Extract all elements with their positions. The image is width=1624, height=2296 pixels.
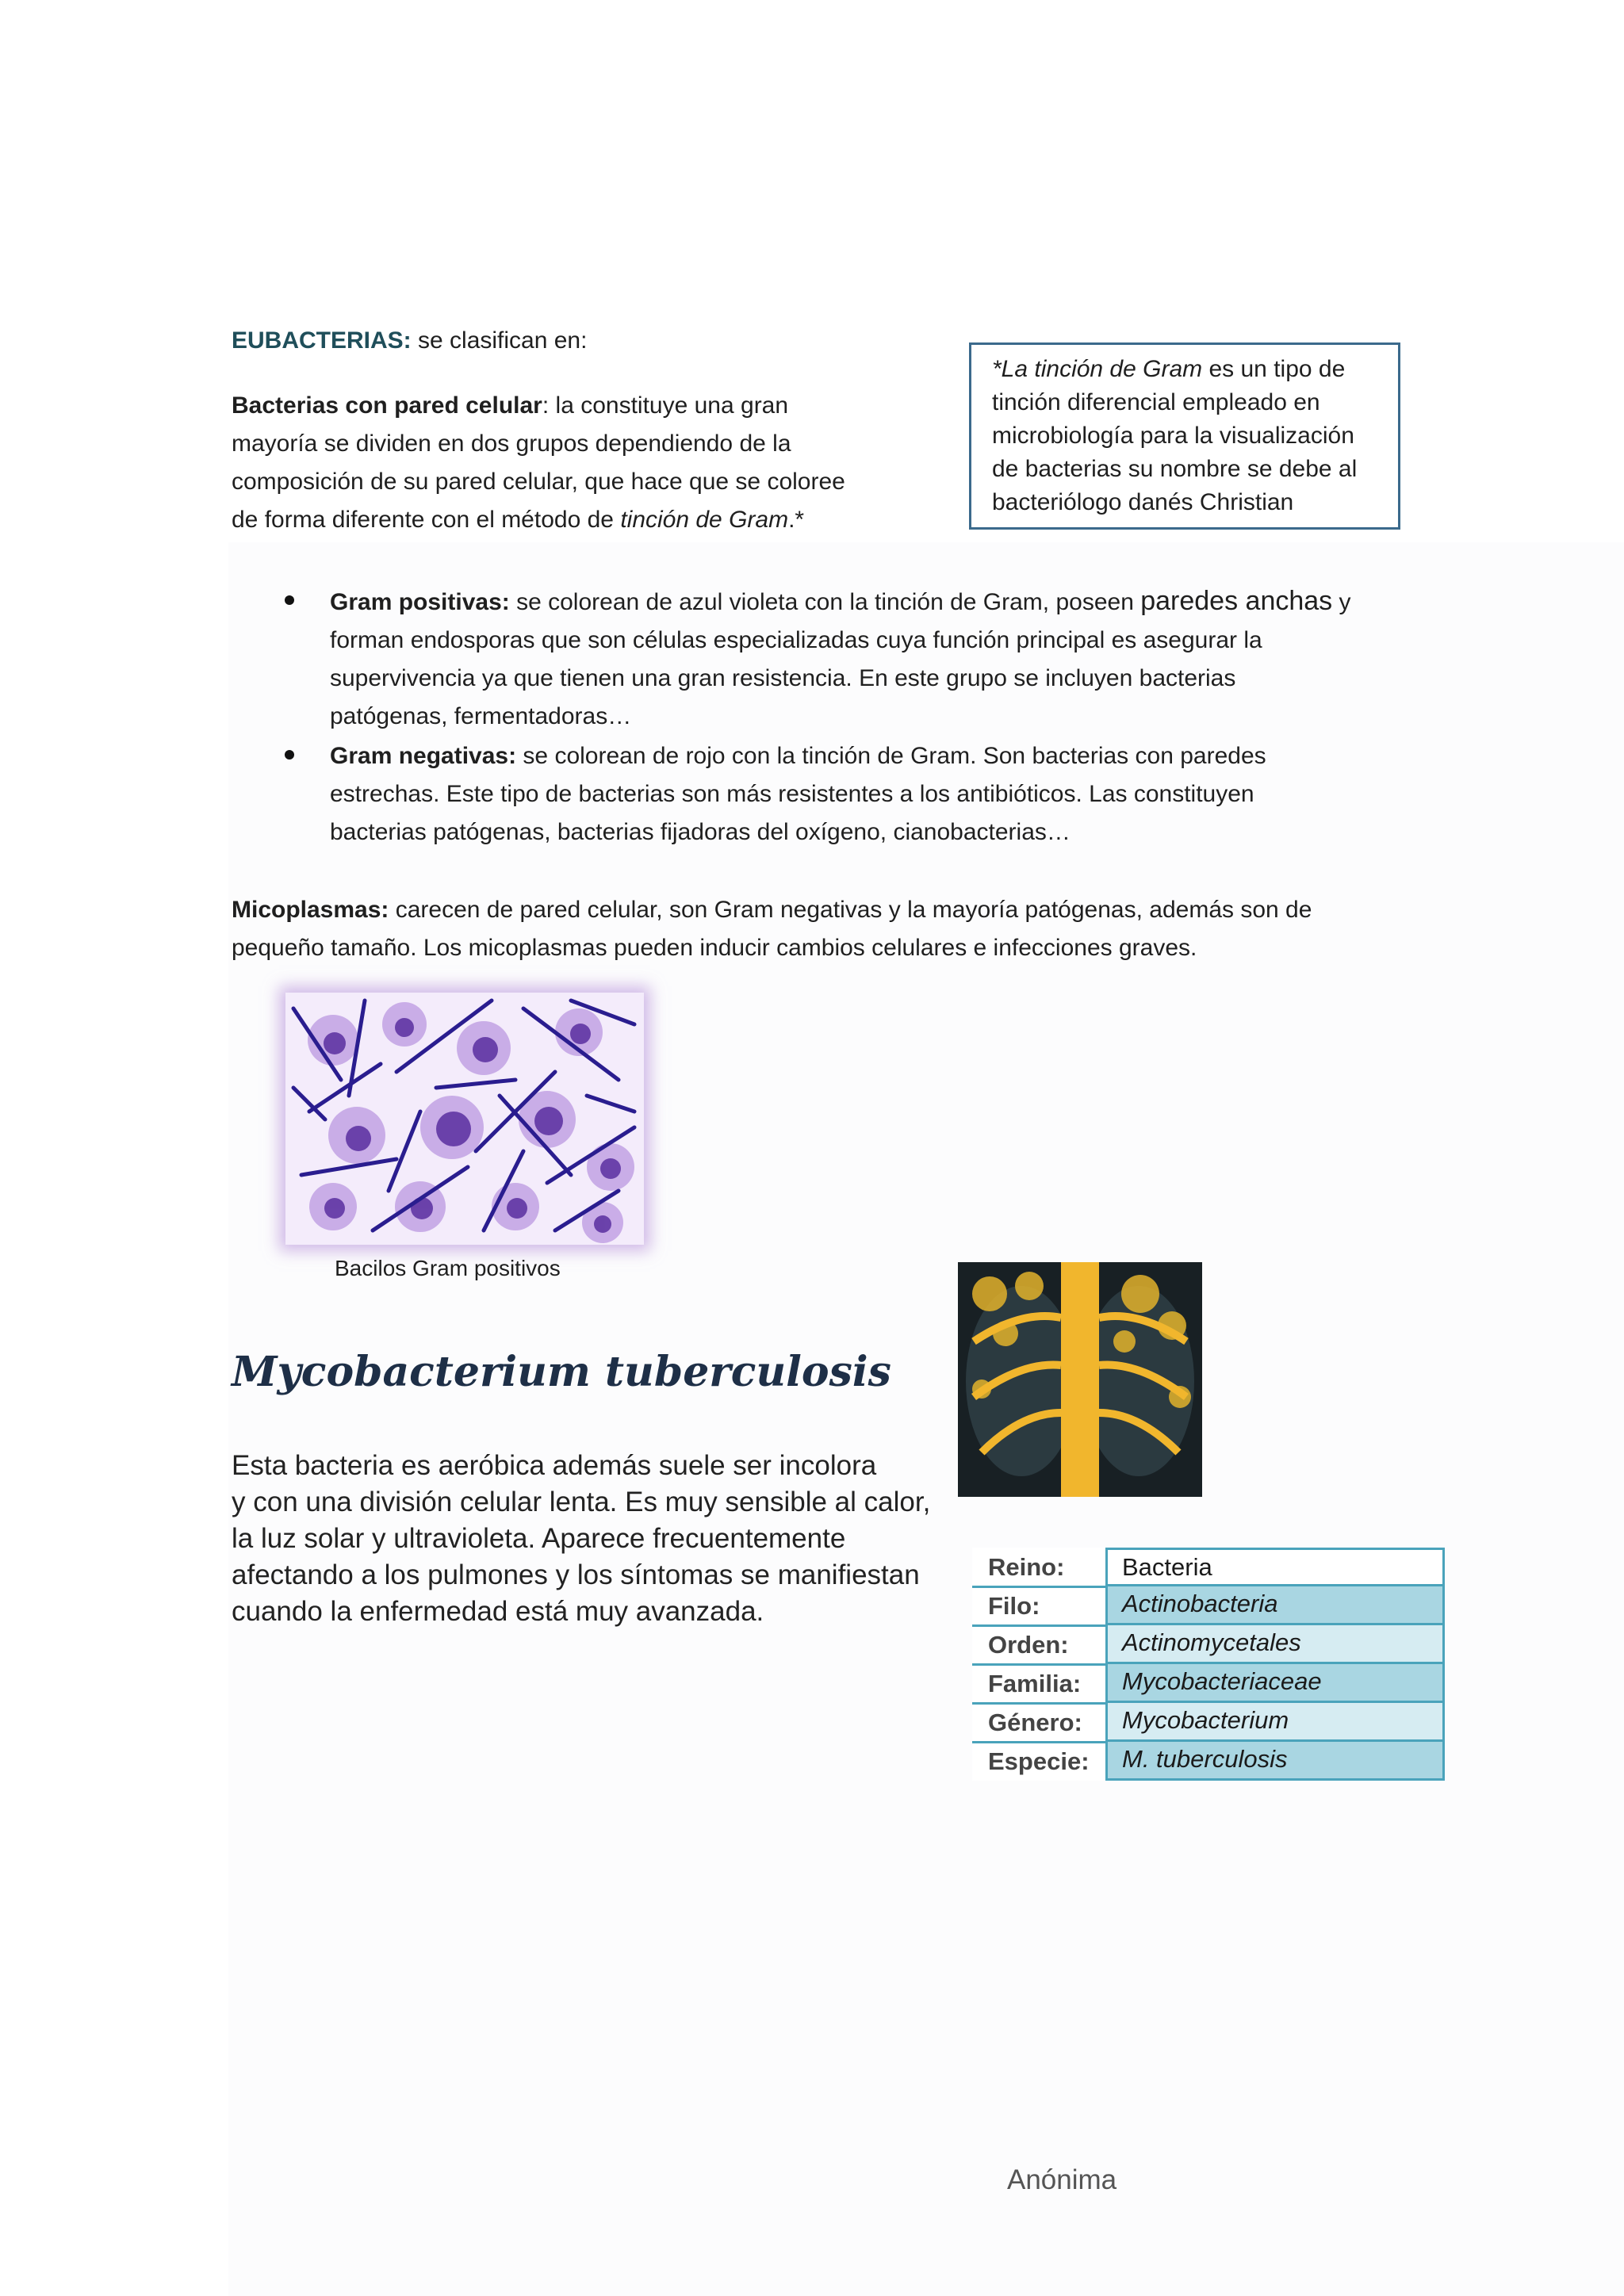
taxonomy-label: Familia: — [972, 1664, 1105, 1703]
taxonomy-row-divider — [972, 1702, 1105, 1705]
taxonomy-value: Mycobacteriaceae — [1105, 1664, 1445, 1703]
taxonomy-value: Mycobacterium — [1105, 1703, 1445, 1742]
description-line-3: la luz solar y ultravioleta. Aparece frecuentemente — [232, 1523, 846, 1554]
gram-negative-line-1 — [330, 737, 1266, 775]
xray-illustration — [958, 1262, 1202, 1497]
description-line-5: cuando la enfermedad está muy avanzada. — [232, 1596, 764, 1627]
cell-wall-bold-lead: Bacterias con pared celular — [232, 392, 542, 419]
note-line-3: microbiología para la visualización — [992, 423, 1354, 449]
note-line-5: bacteriólogo danés Christian — [992, 489, 1294, 515]
cell-wall-line-1-text: : la constituye una gran — [542, 392, 789, 419]
gram-positive-wide-walls: paredes anchas — [1140, 586, 1333, 616]
gram-negative-label: Gram negativas: — [330, 743, 517, 769]
taxonomy-row — [972, 1586, 1448, 1625]
chest-xray-image — [958, 1262, 1202, 1497]
cell-wall-line-4 — [232, 501, 804, 539]
intro-rest: se clasifican en: — [411, 327, 588, 354]
species-description — [232, 1448, 930, 1630]
bullet-gram-positive — [285, 595, 294, 605]
gram-positive-line-1-end: y — [1332, 589, 1351, 615]
gram-stain-note-box — [969, 342, 1400, 530]
gram-positive-label: Gram positivas: — [330, 589, 510, 615]
taxonomy-value: Bacteria — [1105, 1548, 1445, 1586]
gram-positive-line-2: forman endosporas que son células especializadas cuya función principal es asegurar la — [330, 627, 1262, 653]
eubacterias-heading: EUBACTERIAS: — [232, 327, 412, 354]
author-footer: Anónima — [1007, 2164, 1117, 2195]
mycoplasma-label: Micoplasmas: — [232, 897, 389, 923]
mycoplasma-line-1-text: carecen de pared celular, son Gram negativas y la mayoría patógenas, además son de — [389, 897, 1312, 923]
gram-positive-line-1-text: se colorean de azul violeta con la tinción de Gram, poseen — [509, 589, 1141, 615]
gram-positive-bacilli-micrograph — [285, 993, 644, 1245]
description-line-2: y con una división celular lenta. Es muy sensible al calor, — [232, 1487, 931, 1517]
taxonomy-row — [972, 1742, 1448, 1781]
bullet-gram-negative — [285, 750, 294, 760]
gram-positive-line-3: supervivencia ya que tienen una gran resistencia. En este grupo se incluyen bacterias — [330, 665, 1236, 691]
taxonomy-label: Especie: — [972, 1742, 1105, 1781]
taxonomy-row-divider — [972, 1741, 1105, 1743]
cell-wall-line-4-pre: de forma diferente con el método de — [232, 507, 621, 533]
micrograph-illustration — [285, 993, 644, 1245]
taxonomy-label: Reino: — [972, 1548, 1105, 1586]
cell-wall-line-1 — [232, 387, 788, 425]
description-line-1: Esta bacteria es aeróbica además suele ser incolora — [232, 1450, 877, 1481]
gram-negative-line-2: estrechas. Este tipo de bacterias son más resistentes a los antibióticos. Las constituyen — [330, 781, 1254, 807]
taxonomy-label: Orden: — [972, 1625, 1105, 1664]
taxonomy-label: Género: — [972, 1703, 1105, 1742]
taxonomy-row — [972, 1703, 1448, 1742]
taxonomy-row-divider — [972, 1663, 1105, 1666]
mycoplasma-line-1 — [232, 891, 1312, 929]
taxonomy-row-divider — [972, 1624, 1105, 1627]
taxonomy-value: Actinobacteria — [1105, 1586, 1445, 1625]
mycoplasma-line-2: pequeño tamaño. Los micoplasmas pueden inducir cambios celulares e infecciones graves. — [232, 935, 1197, 961]
note-line-1-rest: es un tipo de — [1202, 356, 1346, 382]
note-line-2: tinción diferencial empleado en — [992, 389, 1320, 415]
cell-wall-line-2: mayoría se dividen en dos grupos dependiendo de la — [232, 430, 791, 457]
description-line-4: afectando a los pulmones y los síntomas se manifiestan — [232, 1559, 920, 1590]
species-title: Mycobacterium tuberculosis — [232, 1348, 891, 1396]
note-line-4: de bacterias su nombre se debe al — [992, 456, 1358, 482]
taxonomy-label: Filo: — [972, 1586, 1105, 1625]
gram-stain-italic: tinción de Gram — [620, 507, 789, 533]
taxonomy-row — [972, 1664, 1448, 1703]
taxonomy-row — [972, 1625, 1448, 1664]
note-line-1-italic: *La tinción de Gram — [992, 356, 1203, 382]
taxonomy-value: Actinomycetales — [1105, 1625, 1445, 1664]
micrograph-caption: Bacilos Gram positivos — [335, 1256, 561, 1280]
gram-positive-line-1 — [330, 582, 1351, 622]
taxonomy-value: M. tuberculosis — [1105, 1742, 1445, 1781]
taxonomy-row-divider — [972, 1586, 1105, 1588]
gram-negative-line-1-text: se colorean de rojo con la tinción de Gram. Son bacterias con paredes — [516, 743, 1266, 769]
gram-negative-line-3: bacterias patógenas, bacterias fijadoras del oxígeno, cianobacterias… — [330, 819, 1071, 845]
intro-line — [232, 322, 587, 360]
taxonomy-row — [972, 1548, 1448, 1586]
cell-wall-line-4-post: .* — [788, 507, 805, 533]
note-line-1 — [992, 353, 1398, 386]
cell-wall-line-3: composición de su pared celular, que hace que se coloree — [232, 469, 845, 495]
gram-positive-line-4: patógenas, fermentadoras… — [330, 703, 632, 729]
